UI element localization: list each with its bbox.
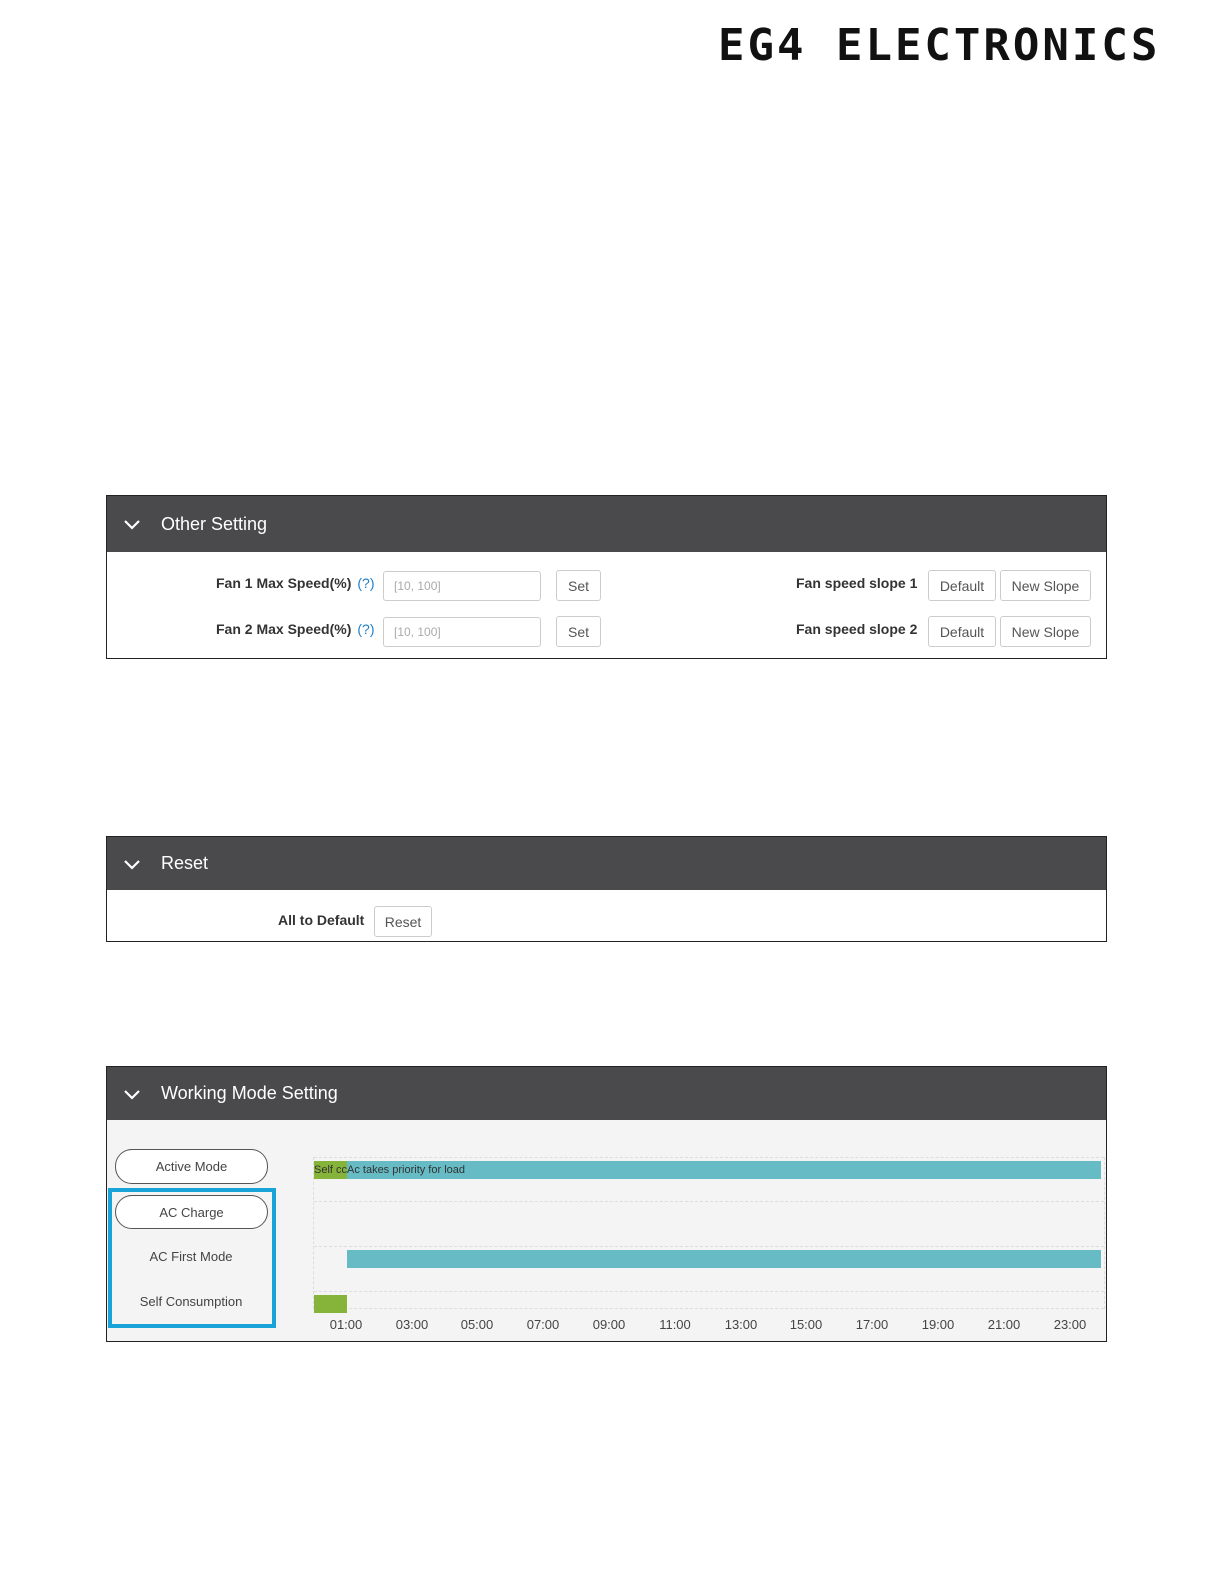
brand-logo: EG4 ELECTRONICS [718, 20, 1161, 71]
grid-line [314, 1201, 1104, 1202]
active-self-label: Self cc [314, 1164, 347, 1176]
panel-title: Working Mode Setting [161, 1083, 338, 1103]
slope1-new-slope-button[interactable]: New Slope [1000, 570, 1091, 601]
fan1-max-speed-input[interactable] [383, 571, 541, 601]
ac-first-mode-option[interactable]: AC First Mode [149, 1249, 233, 1264]
ac-first-bar[interactable] [347, 1250, 1101, 1268]
chevron-down-icon[interactable] [123, 855, 141, 873]
time-tick: 15:00 [789, 1317, 823, 1332]
grid-line [314, 1157, 1104, 1158]
reset-panel [106, 836, 1107, 942]
working-mode-header[interactable] [107, 1067, 1106, 1120]
time-tick: 05:00 [460, 1317, 494, 1332]
chevron-down-icon[interactable] [123, 1085, 141, 1103]
slope1-default-button[interactable]: Default [928, 570, 996, 601]
panel-title: Other Setting [161, 513, 268, 534]
help-link[interactable]: (?) [357, 621, 375, 637]
fan1-label-text: Fan 1 Max Speed(%) [216, 575, 352, 591]
active-mode-button[interactable]: Active Mode [115, 1149, 268, 1184]
time-tick: 09:00 [592, 1317, 626, 1332]
fan2-max-speed-label [216, 621, 375, 637]
time-tick: 03:00 [395, 1317, 429, 1332]
fan2-max-speed-input[interactable] [383, 617, 541, 647]
panel-title: Reset [161, 853, 209, 873]
grid-line [314, 1246, 1104, 1247]
grid-line [314, 1308, 1104, 1309]
time-tick: 07:00 [526, 1317, 560, 1332]
mode-timeline [313, 1157, 1105, 1309]
time-tick: 17:00 [855, 1317, 889, 1332]
help-link[interactable]: (?) [357, 575, 375, 591]
time-tick: 21:00 [987, 1317, 1021, 1332]
ac-charge-button[interactable]: AC Charge [115, 1195, 268, 1229]
fan-speed-slope-2-label: Fan speed slope 2 [796, 621, 918, 637]
working-mode-panel [106, 1066, 1107, 1342]
time-tick: 01:00 [329, 1317, 363, 1332]
working-mode-body [107, 1120, 1106, 1341]
active-ac-label: Ac takes priority for load [347, 1164, 465, 1176]
self-consumption-bar[interactable] [314, 1295, 347, 1313]
time-tick: 13:00 [724, 1317, 758, 1332]
all-to-default-label: All to Default [278, 912, 365, 928]
fan2-set-button[interactable]: Set [556, 616, 601, 647]
slope2-new-slope-button[interactable]: New Slope [1000, 616, 1091, 647]
grid-line [314, 1291, 1104, 1292]
slope2-default-button[interactable]: Default [928, 616, 996, 647]
fan2-label-text: Fan 2 Max Speed(%) [216, 621, 352, 637]
time-tick: 19:00 [921, 1317, 955, 1332]
reset-button[interactable]: Reset [374, 906, 432, 937]
other-setting-panel [106, 495, 1107, 659]
fan1-max-speed-label [216, 575, 375, 591]
other-setting-header[interactable] [107, 496, 1106, 552]
reset-header[interactable] [107, 837, 1106, 890]
chevron-down-icon[interactable] [123, 515, 141, 533]
fan1-set-button[interactable]: Set [556, 570, 601, 601]
fan-speed-slope-1-label: Fan speed slope 1 [796, 575, 918, 591]
time-tick: 11:00 [659, 1317, 691, 1332]
self-consumption-option[interactable]: Self Consumption [139, 1294, 243, 1309]
time-tick: 23:00 [1053, 1317, 1087, 1332]
